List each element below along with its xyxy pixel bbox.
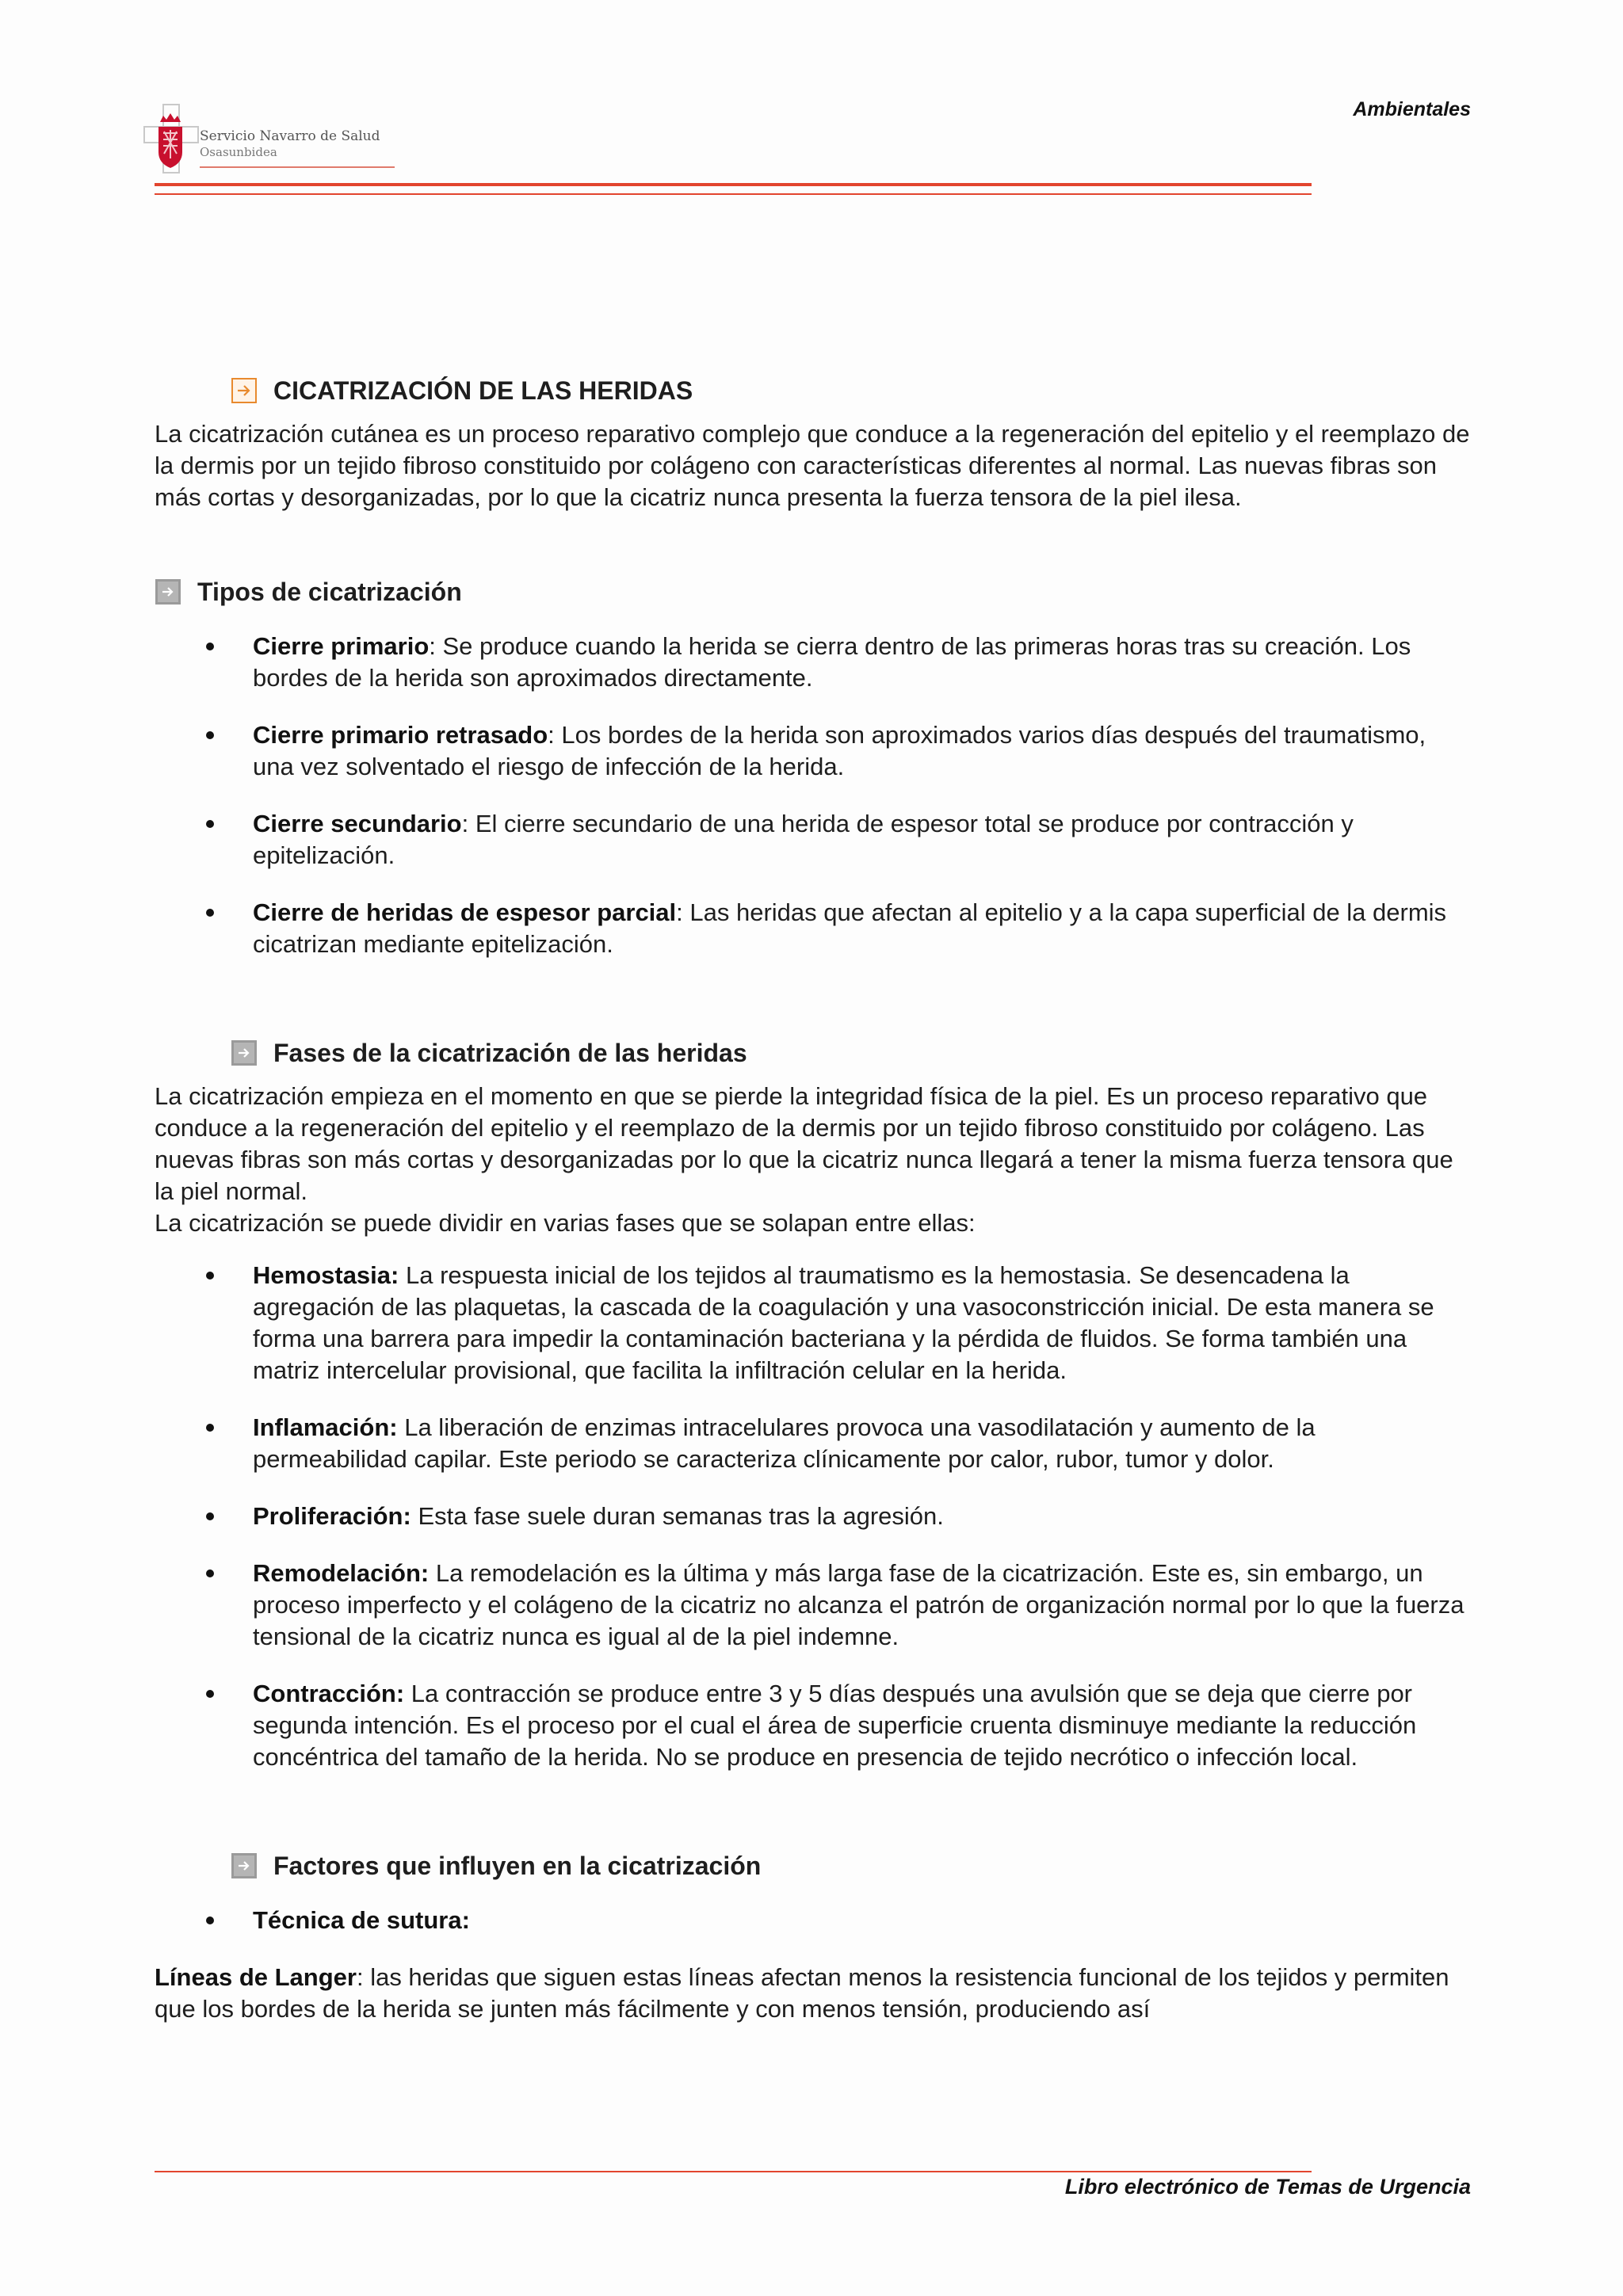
item-term: Remodelación: [253,1559,430,1587]
list-item [155,808,1470,871]
arrow-box-icon [155,578,181,605]
item-term: Cierre primario [253,632,430,660]
intro-paragraph: La cicatrización cutánea es un proceso reparativo complejo que conduce a la regeneración del epitelio y el reemplazo de la dermis por un tejido fibroso constituido por colágeno con características diferentes al normal. Las nuevas fibras son más cortas y desorganizadas, por lo que la cicatriz nunca presenta la fuerza tensora de la piel ilesa. [155,420,1470,511]
list-item [155,1501,1470,1532]
fases-title: Fases de la cicatrización de las heridas [273,1038,747,1067]
bullet-dot [206,1272,214,1280]
tipos-list [155,631,1470,960]
arrow-box-icon [231,1852,258,1879]
fases-heading [231,1035,1470,1071]
header-rule-thick [155,183,1312,186]
item-text: La remodelación es la última y más larga fase de la cicatrización. Este es, sin embargo, un proceso imperfecto y el colágeno de la cicatriz no alcanza el patrón de organización normal por lo que la fuerza tensional de la cicatriz nunca es igual al de la piel indemne. [253,1559,1465,1650]
section-label: Ambientales [1353,98,1471,120]
bullet-dot [206,1424,214,1432]
navarra-shield-icon [143,103,200,174]
list-item [155,719,1470,783]
footer-rule [155,2171,1312,2172]
tipos-title: Tipos de cicatrización [197,577,462,606]
item-text: : Se produce cuando la herida se cierra dentro de las primeras horas tras su creación. Los bordes de la herida son aproximados directamente. [253,632,1411,692]
bullet-dot [206,731,214,739]
main-title: CICATRIZACIÓN DE LAS HERIDAS [273,376,693,405]
logo-text-line1: Servicio Navarro de Salud [200,128,380,144]
langer-term: Líneas de Langer [155,1963,357,1991]
bullet-dot [206,820,214,828]
fases-paragraph-1: La cicatrización empieza en el momento en que se pierde la integridad física de la piel. Es un proceso reparativo que conduce a la regeneración del epitelio y el reemplazo de la dermis por un tejido fibroso constituido por colágeno. Las nuevas fibras son más cortas y desorganizadas por lo que la cicatriz nunca llegará a tener la misma fuerza tensora que la piel normal. [155,1082,1453,1205]
document-body [155,372,1470,2025]
item-term: Cierre primario retrasado [253,721,548,749]
item-term: Técnica de sutura: [253,1906,470,1934]
fases-list [155,1260,1470,1773]
logo-underline [200,166,395,168]
list-item [155,897,1470,960]
item-text: Esta fase suele duran semanas tras la agresión. [411,1502,944,1530]
header-rule-thin [155,193,1312,195]
item-text: La respuesta inicial de los tejidos al traumatismo es la hemostasia. Se desencadena la agregación de las plaquetas, la cascada de la coagulación y una vasoconstricción inicial. De esta manera se forma una barrera para impedir la contaminación bacteriana y la pérdida de fluidos. Se forma también una matriz intercelular provisional, que facilita la infiltración celular en la herida. [253,1261,1434,1384]
item-text: : El cierre secundario de una herida de espesor total se produce por contracción y epitelización. [253,810,1354,869]
item-term: Contracción: [253,1680,405,1707]
logo-text-line2: Osasunbidea [200,145,277,159]
bullet-dot [206,1690,214,1698]
item-term: Cierre de heridas de espesor parcial [253,898,677,926]
factores-list [155,1905,1470,1936]
footer-title: Libro electrónico de Temas de Urgencia [1064,2175,1471,2199]
item-term: Cierre secundario [253,810,462,837]
bullet-dot [206,909,214,917]
item-text: : Los bordes de la herida son aproximados varios días después del traumatismo, una vez solventado el riesgo de infección de la herida. [253,721,1426,780]
item-term: Hemostasia: [253,1261,399,1289]
list-item [155,1260,1470,1386]
factores-title: Factores que influyen en la cicatrización [273,1851,762,1880]
list-item [155,1905,1470,1936]
bullet-dot [206,643,214,650]
tipos-heading [155,574,1470,610]
langer-paragraph [155,1962,1470,2025]
main-heading [231,372,1470,409]
item-term: Proliferación: [253,1502,411,1530]
list-item [155,1678,1470,1773]
langer-text: : las heridas que siguen estas líneas afectan menos la resistencia funcional de los tejidos y permiten que los bordes de la herida se junten más fácilmente y con menos tensión, produciendo así [155,1963,1449,2023]
servicio-navarro-logo [143,103,404,176]
list-item [155,631,1470,694]
bullet-dot [206,1569,214,1577]
arrow-box-icon [231,1039,258,1066]
item-term: Inflamación: [253,1413,398,1441]
arrow-box-icon [231,377,258,404]
fases-paragraph-2: La cicatrización se puede dividir en varias fases que se solapan entre ellas: [155,1209,976,1237]
bullet-dot [206,1917,214,1924]
item-text: : Las heridas que afectan al epitelio y a la capa superficial de la dermis cicatrizan mediante epitelización. [253,898,1447,958]
list-item [155,1412,1470,1475]
item-text: La contracción se produce entre 3 y 5 días después una avulsión que se deja que cierre por segunda intención. Es el proceso por el cual el área de superficie cruenta disminuye mediante la reducción concéntrica del tamaño de la herida. No se produce en presencia de tejido necrótico o infección local. [253,1680,1417,1771]
item-text: La liberación de enzimas intracelulares provoca una vasodilatación y aumento de la permeabilidad capilar. Este periodo se caracteriza clínicamente por calor, rubor, tumor y dolor. [253,1413,1316,1473]
list-item [155,1558,1470,1653]
bullet-dot [206,1512,214,1520]
factores-heading [231,1848,1470,1884]
